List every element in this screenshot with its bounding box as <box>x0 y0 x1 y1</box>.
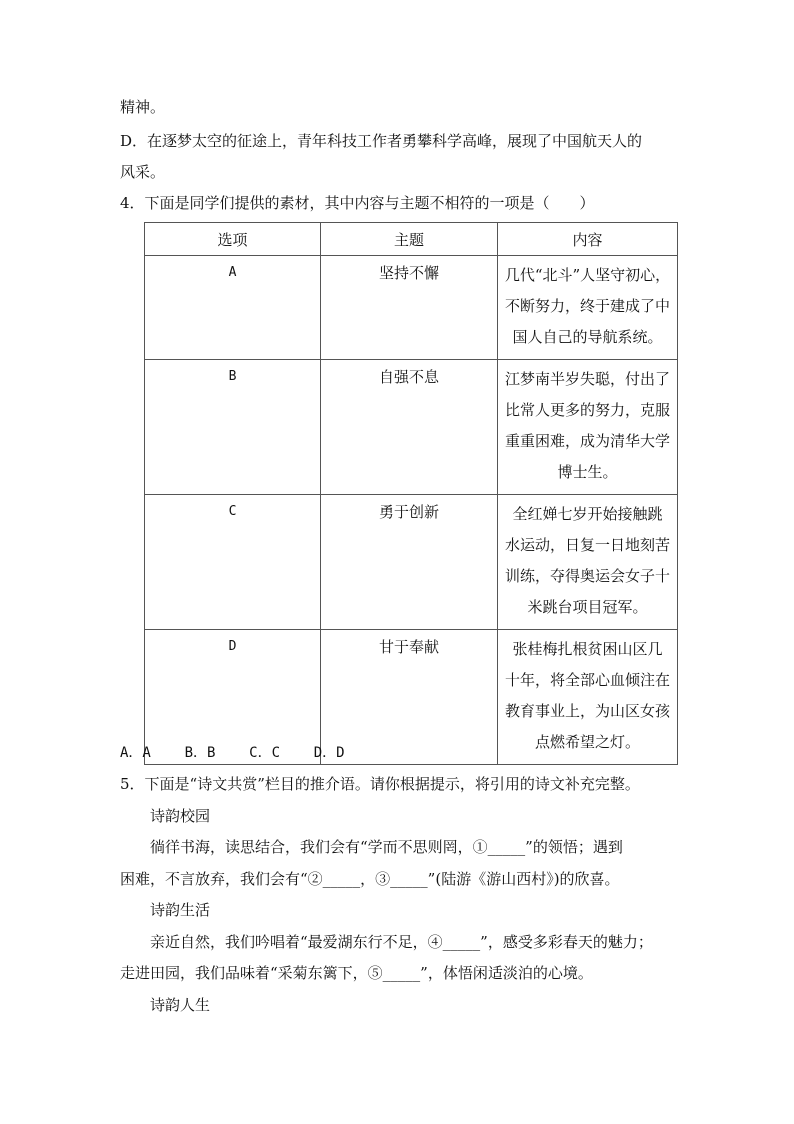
content-line: 张桂梅扎根贫困山区几 <box>512 640 663 658</box>
section2-line1: 亲近自然，我们吟唱着“最爱湖东行不足，④_____”，感受多彩春天的魅力； <box>150 933 653 951</box>
header-theme: 主题 <box>321 223 498 256</box>
content-line: 重重困难，成为清华大学 <box>504 432 670 450</box>
q3-option-d-line1: D．在逐梦太空的征途上，青年科技工作者勇攀科学高峰，展现了中国航天人的 <box>120 132 643 150</box>
content-line: 江梦南半岁失聪，付出了 <box>504 370 670 388</box>
section1-line2: 困难，不言放弃，我们会有“②_____，③_____”(陆游《游山西村》)的欣喜。 <box>120 870 620 888</box>
q4-stem: 4．下面是同学们提供的素材，其中内容与主题不相符的一项是（ ） <box>120 194 595 212</box>
option-cell <box>145 256 321 360</box>
table-row <box>145 495 678 630</box>
header-option: 选项 <box>145 223 321 256</box>
content-line: 十年，将全部心血倾注在 <box>504 671 670 689</box>
q5-stem: 5．下面是“诗文共赏”栏目的推介语。请你根据提示，将引用的诗文补充完整。 <box>120 775 640 793</box>
theme-cell: 自强不息 <box>321 360 498 495</box>
theme-cell: 坚持不懈 <box>321 256 498 360</box>
table-row <box>145 360 678 495</box>
table-row <box>145 256 678 360</box>
header-content: 内容 <box>498 223 678 256</box>
content-cell <box>498 256 678 360</box>
content-line: 不断努力，终于建成了中 <box>504 297 670 315</box>
theme-cell: 甘于奉献 <box>321 630 498 765</box>
content-line: 比常人更多的努力，克服 <box>504 401 670 419</box>
content-line: 训练，夺得奥运会女子十 <box>504 567 670 585</box>
section-title-life: 诗韵生活 <box>150 901 211 919</box>
section2-line2: 走进田园，我们品味着“采菊东篱下，⑤_____”，体悟闲适淡泊的心境。 <box>120 964 593 982</box>
q3-option-d-line2: 风采。 <box>120 163 166 181</box>
content-cell <box>498 630 678 765</box>
q3-tail: 精神。 <box>120 98 166 116</box>
option-letter: C <box>228 504 237 519</box>
option-cell <box>145 495 321 630</box>
theme-cell: 勇于创新 <box>321 495 498 630</box>
option-cell <box>145 360 321 495</box>
section-title-destiny: 诗韵人生 <box>150 996 211 1014</box>
section1-line1: 徜徉书海，读思结合，我们会有“学而不思则罔，①_____”的领悟；遇到 <box>150 838 623 856</box>
content-line: 博士生。 <box>557 463 618 481</box>
content-line: 点燃希望之灯。 <box>534 733 640 751</box>
option-letter: A <box>228 265 237 280</box>
content-line: 教育事业上，为山区女孩 <box>504 702 670 720</box>
option-letter: B <box>228 369 237 384</box>
option-letter: D <box>228 639 237 654</box>
content-line: 米跳台项目冠军。 <box>527 598 648 616</box>
content-line: 几代“北斗”人坚守初心， <box>504 266 671 284</box>
q4-options-table <box>144 222 678 765</box>
section-title-campus: 诗韵校园 <box>150 807 211 825</box>
q4-choices: A．A B．B C．C D．D <box>120 745 345 761</box>
content-line: 国人自己的导航系统。 <box>512 328 663 346</box>
content-line: 全红婵七岁开始接触跳 <box>512 505 663 523</box>
content-line: 水运动，日复一日地刻苦 <box>504 536 670 554</box>
content-cell <box>498 495 678 630</box>
content-cell <box>498 360 678 495</box>
table-header-row <box>145 223 678 256</box>
